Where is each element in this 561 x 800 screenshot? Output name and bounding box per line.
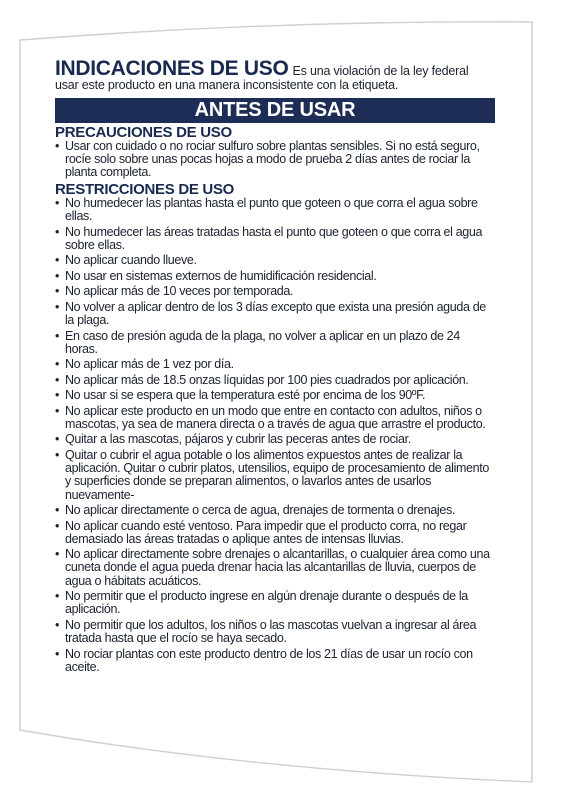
list-item: • No permitir que los adultos, los niños o las mascotas vuelvan a ingresar al área tratada hasta que el rocío se haya secado. — [55, 619, 495, 645]
precautions-list — [55, 140, 495, 180]
list-item: • No aplicar más de 18.5 onzas líquidas por 100 pies cuadrados por aplicación. — [55, 374, 495, 387]
list-item: • Quitar o cubrir el agua potable o los alimentos expuestos antes de realizar la aplicación. Quitar o cubrir platos, utensilios, equipo de procesamiento de alimento y superficies donde se preparan alimentos, o lavarlos antes de usarlos nuevamente- — [55, 449, 495, 502]
list-item: • No usar si se espera que la temperatura esté por encima de los 90ºF. — [55, 389, 495, 402]
list-item: • No aplicar directamente o cerca de agua, drenajes de tormenta o drenajes. — [55, 504, 495, 517]
usage-instructions — [55, 57, 495, 676]
precautions-title: PRECAUCIONES DE USO — [55, 124, 232, 141]
list-item: • No humedecer las áreas tratadas hasta el punto que goteen o que corra el agua sobre ellas. — [55, 226, 495, 252]
restrictions-list — [55, 197, 495, 674]
list-item: • No aplicar este producto en un modo que entre en contacto con adultos, niños o mascotas, ya sea de manera directa o a través de agua que arrastre el producto. — [55, 405, 495, 431]
list-item: • En caso de presión aguda de la plaga, no volver a aplicar en un plazo de 24 horas. — [55, 330, 495, 356]
header — [55, 57, 495, 92]
list-item: • Quitar a las mascotas, pájaros y cubrir las peceras antes de rociar. — [55, 433, 495, 446]
list-item: • No rociar plantas con este producto dentro de los 21 días de usar un rocío con aceite. — [55, 648, 495, 674]
list-item: • No aplicar más de 10 veces por temporada. — [55, 285, 495, 298]
list-item: • No aplicar cuando llueve. — [55, 254, 495, 267]
list-item: • No humedecer las plantas hasta el punto que goteen o que corra el agua sobre ellas. — [55, 197, 495, 223]
restrictions-title: RESTRICCIONES DE USO — [55, 180, 235, 198]
list-item: • No aplicar directamente sobre drenajes o alcantarillas, o cualquier área como una cuneta donde el agua pueda drenar hacia las alcantarillas de lluvia, cuerpos de agua o hábitats acuáticos. — [55, 548, 495, 588]
list-item: • Usar con cuidado o no rociar sulfuro sobre plantas sensibles. Si no está seguro, rocíe solo sobre unas pocas hojas a modo de prueba 2 días antes de rociar la planta completa. — [55, 140, 495, 180]
list-item: • No aplicar cuando esté ventoso. Para impedir que el producto corra, no regar demasiado las áreas tratadas o aplique antes de intensas lluvias. — [55, 520, 495, 546]
list-item: • No volver a aplicar dentro de los 3 días excepto que exista una presión aguda de la plaga. — [55, 301, 495, 327]
page-title: INDICACIONES DE USO — [55, 57, 289, 80]
section-band-before-use: ANTES DE USAR — [55, 98, 495, 123]
legal-notice: Es una violación de la ley federal usar este producto en una manera inconsistente con la etiqueta. — [55, 64, 469, 92]
list-item: • No permitir que el producto ingrese en algún drenaje durante o después de la aplicación. — [55, 590, 495, 616]
list-item: • No aplicar más de 1 vez por día. — [55, 358, 495, 371]
list-item: • No usar en sistemas externos de humidificación residencial. — [55, 270, 495, 283]
